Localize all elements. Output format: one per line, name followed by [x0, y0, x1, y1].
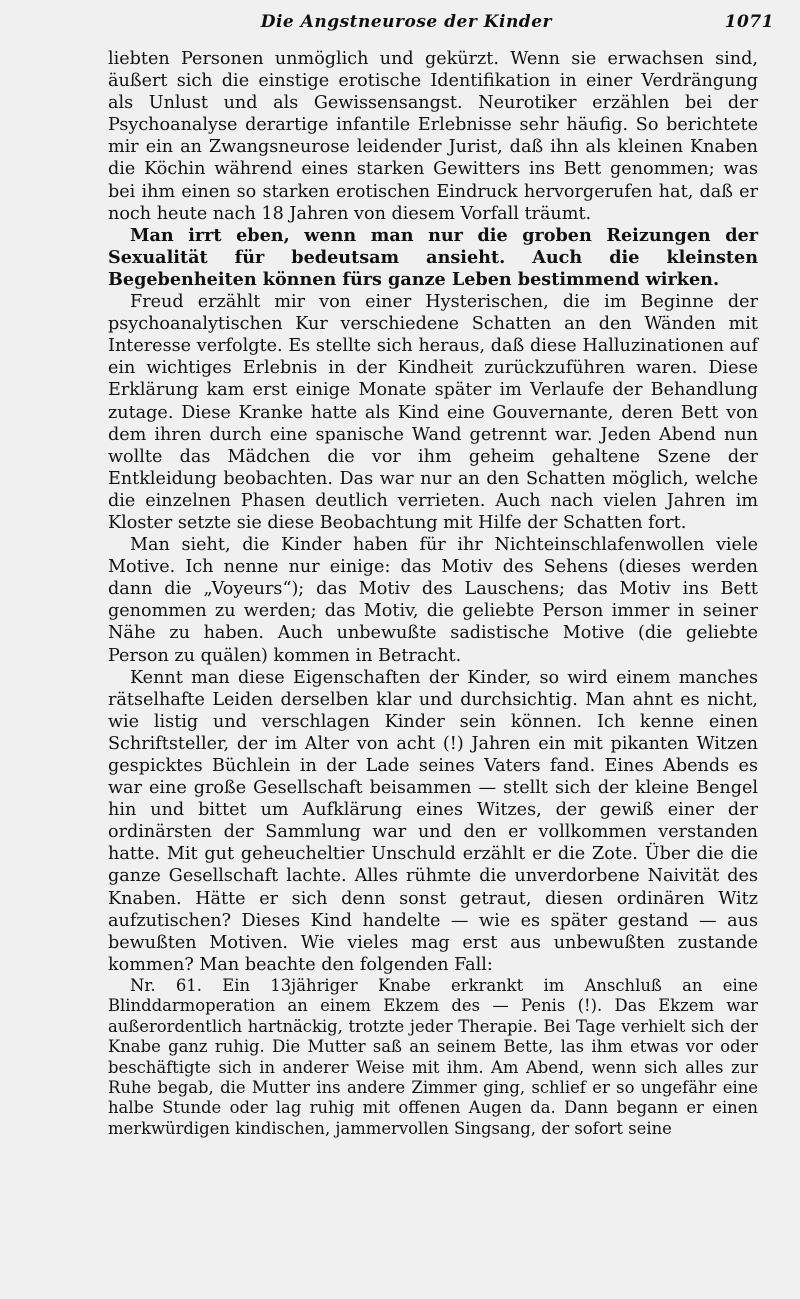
page-number: 1071 [724, 12, 774, 32]
paragraph: Kennt man diese Eigenschaften der Kinder, so wird einem manches rätselhafte Leiden derselben klar und durchsichtig. Man ahnt es nicht, wie listig und verschlagen Kinder sein können. Ich kenne einen Schriftsteller, der im Alter von acht (!) Jahren ein mit pikanten Witzen gespicktes Büchlein in der Lade seines Vaters fand. Eines Abends es war eine große Gesellschaft beisammen — stellt sich der kleine Bengel hin und bittet um Aufklärung eines Witzes, der gewiß einer der ordinärsten der Sammlung war und den er vollkommen verstanden hatte. Mit gut geheucheltier Unschuld erzählt er die Zote. Über die die ganze Gesellschaft lachte. Alles rühmte die unverdorbene Naivität des Knaben. Hätte er sich denn sonst getraut, diesen ordinären Witz aufzutischen? Dieses Kind handelte — wie es später gestand — aus bewußten Motiven. Wie vieles mag erst aus unbewußten zustande kommen? Man beachte den folgenden Fall: [108, 667, 758, 975]
case-report [108, 976, 758, 1139]
paragraph: Man irrt eben, wenn man nur die groben Reizungen der Sexualität für bedeutsam ansieht. Auch die kleinsten Begebenheiten können fürs ganze Leben bestimmend wirken. [108, 224, 758, 290]
paragraph: Man sieht, die Kinder haben für ihr Nichteinschlafenwollen viele Motive. Ich nenne nur einige: das Motiv des Sehens (dieses werden dann die „Voyeurs“); das Motiv des Lauschens; das Motiv ins Bett genommen zu werden; das Motiv, die geliebte Person immer in seiner Nähe zu haben. Auch unbewußte sadistische Motive (die geliebte Person zu quälen) kommen in Betracht. [108, 535, 758, 666]
paragraph: Nr. 61. Ein 13jähriger Knabe erkrankt im Anschluß an eine Blinddarmoperation an einem Ekzem des — Penis (!). Das Ekzem war außerordentlich hartnäckig, trotzte jeder Therapie. Bei Tage verhielt sich der Knabe ganz ruhig. Die Mutter saß an seinem Bette, las ihm etwas vor oder beschäftigte sich in anderer Weise mit ihm. Am Abend, wenn sich alles zur Ruhe begab, die Mutter ins andere Zimmer ging, schlief er so ungefähr eine halbe Stunde oder lag ruhig mit offenen Augen da. Dann begann er einen merkwürdigen kindischen, jammervollen Singsang, der sofort seine [108, 975, 758, 1138]
paragraph: Freud erzählt mir von einer Hysterischen, die im Beginne der psychoanalytischen Kur verschiedene Schatten an den Wänden mit Interesse verfolgte. Es stellte sich heraus, daß diese Halluzinationen auf ein wichtiges Erlebnis in der Kindheit zurückzuführen waren. Diese Erklärung kam erst einige Monate später im Verlaufe der Behandlung zutage. Diese Kranke hatte als Kind eine Gouvernante, deren Bett von dem ihren durch eine spanische Wand getrennt war. Jeden Abend nun wollte das Mädchen die vor ihm geheim gehaltene Szene der Entkleidung beobachten. Das war nur an den Schatten möglich, welche die einzelnen Phasen deutlich verrieten. Auch nach vielen Jahren im Kloster setzte sie diese Beobachtung mit Hilfe der Schatten fort. [108, 292, 758, 533]
paragraph: liebten Personen unmöglich und gekürzt. Wenn sie erwachsen sind, äußert sich die einstige erotische Identifikation in einer Verdrängung als Unlust und als Gewissensangst. Neurotiker erzählen bei der Psychoanalyse derartige infantile Erlebnisse sehr häufig. So berichtete mir ein an Zwangsneurose leidender Jurist, daß ihn als kleinen Knaben die Köchin während eines starken Gewitters ins Bett genommen; was bei ihm einen so starken erotischen Eindruck hervorgerufen hat, daß er noch heute nach 18 Jahren von diesem Vorfall träumt. [108, 49, 758, 224]
running-header [88, 10, 774, 34]
body-text [108, 48, 758, 1139]
running-title: Die Angstneurose der Kinder [260, 12, 552, 32]
